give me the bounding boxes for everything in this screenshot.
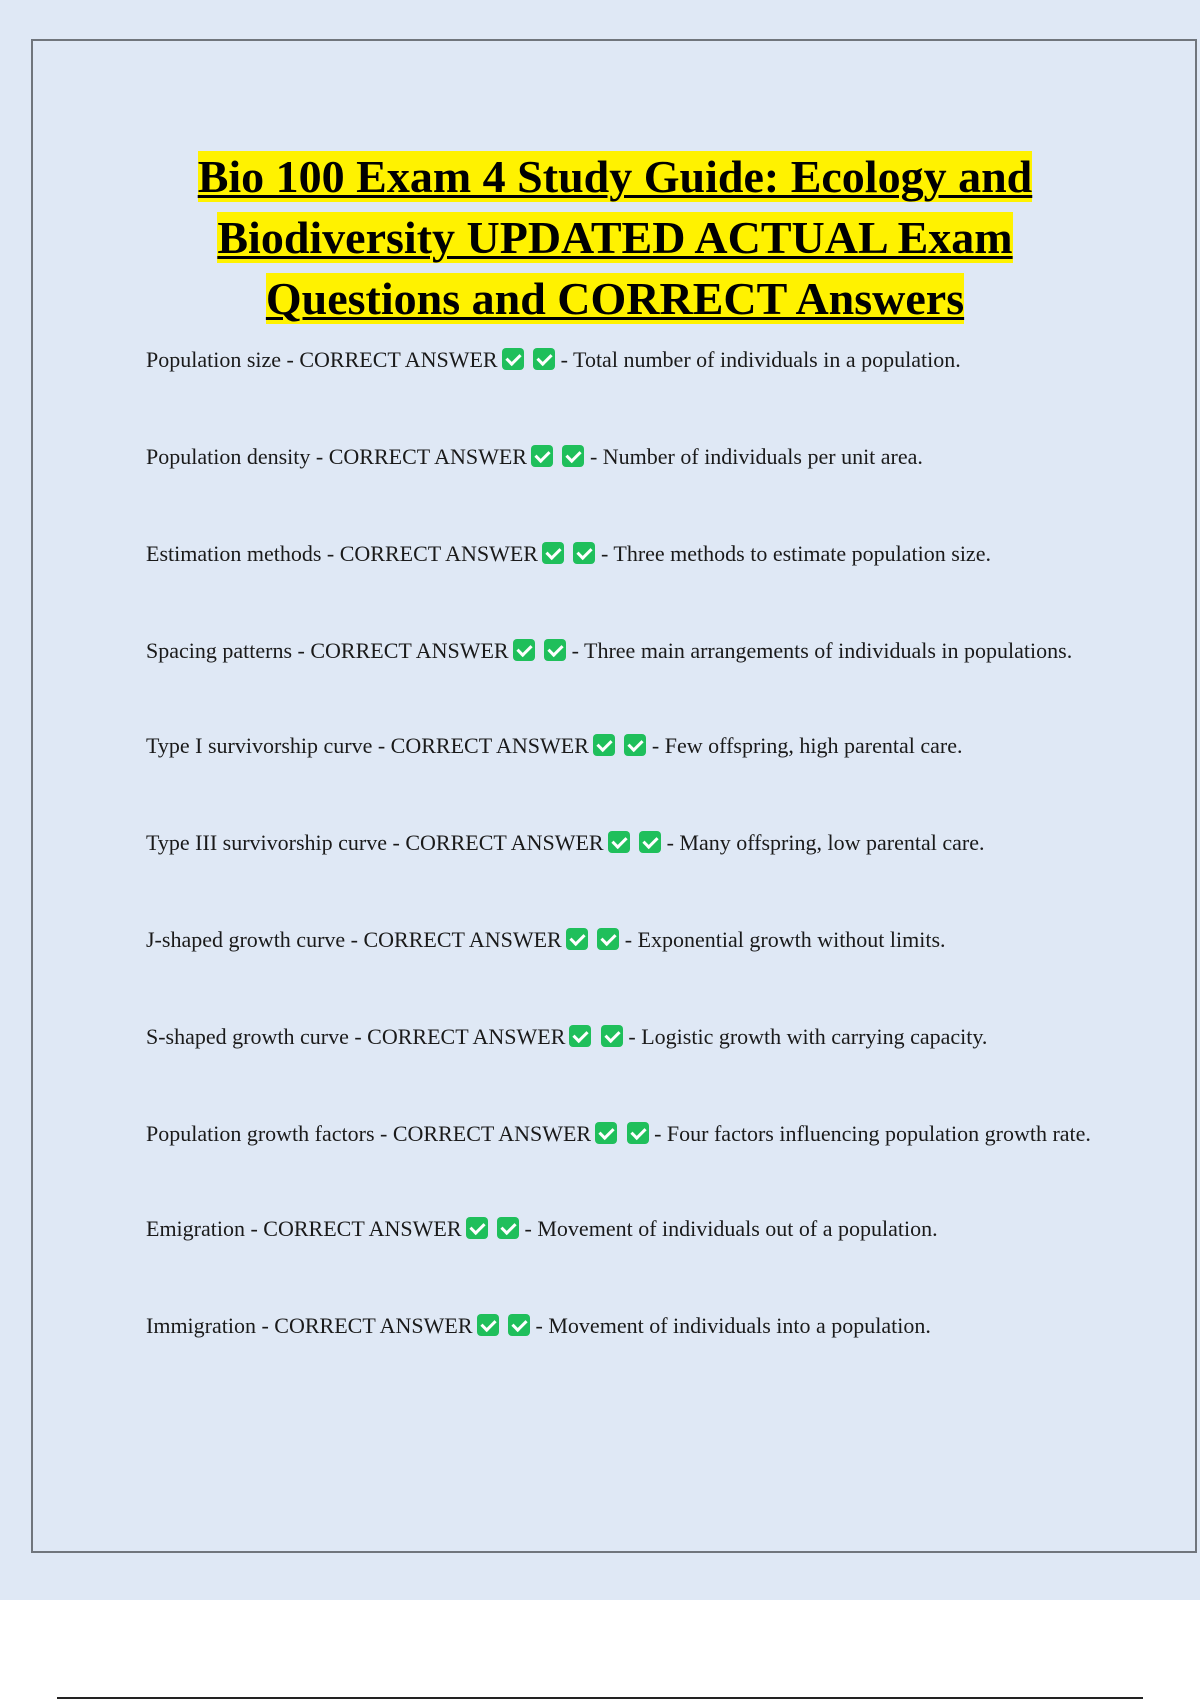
qa-answer-dash: - xyxy=(571,638,585,663)
qa-separator: - CORRECT ANSWER xyxy=(380,1121,592,1146)
check-box-icon xyxy=(466,1217,488,1239)
qa-term: Population size xyxy=(146,347,282,372)
qa-answer-dash: - xyxy=(666,830,680,855)
check-box-icon xyxy=(595,1122,617,1144)
check-box-icon xyxy=(624,734,646,756)
qa-item xyxy=(146,1021,1091,1052)
qa-term: Type III survivorship curve xyxy=(146,830,388,855)
check-box-icon xyxy=(477,1314,499,1336)
check-box-icon xyxy=(508,1314,530,1336)
qa-item xyxy=(146,730,1091,761)
check-box-icon xyxy=(573,542,595,564)
qa-term: Immigration xyxy=(146,1313,256,1338)
qa-answer-dash: - xyxy=(560,347,574,372)
qa-separator: - CORRECT ANSWER xyxy=(354,1024,566,1049)
qa-separator: - CORRECT ANSWER xyxy=(286,347,498,372)
qa-answer: Four factors influencing population growth rate. xyxy=(666,1121,1091,1146)
qa-answer: Many offspring, low parental care. xyxy=(679,830,985,855)
check-box-icon xyxy=(544,639,566,661)
qa-separator: - CORRECT ANSWER xyxy=(315,444,527,469)
qa-item xyxy=(146,441,1091,472)
check-box-icon xyxy=(502,348,524,370)
qa-item xyxy=(146,924,1091,955)
qa-item xyxy=(146,635,1091,666)
qa-term: Estimation methods xyxy=(146,541,322,566)
qa-answer: Three methods to estimate population size. xyxy=(613,541,991,566)
qa-answer-dash: - xyxy=(654,1121,667,1146)
check-box-icon xyxy=(639,831,661,853)
qa-item xyxy=(146,827,1091,858)
title-block xyxy=(120,146,1110,329)
qa-term: Spacing patterns xyxy=(146,638,293,663)
qa-answer: Few offspring, high parental care. xyxy=(664,733,963,758)
qa-separator: - CORRECT ANSWER xyxy=(250,1216,462,1241)
qa-answer: Total number of individuals in a population. xyxy=(573,347,961,372)
bottom-divider xyxy=(57,1697,1143,1699)
qa-term: J-shaped growth curve xyxy=(146,927,346,952)
check-box-icon xyxy=(601,1025,623,1047)
qa-separator: - CORRECT ANSWER xyxy=(392,830,604,855)
qa-answer-dash: - xyxy=(600,541,614,566)
check-box-icon xyxy=(593,734,615,756)
qa-separator: - CORRECT ANSWER xyxy=(377,733,589,758)
qa-item xyxy=(146,1310,1091,1341)
check-box-icon xyxy=(513,639,535,661)
check-box-icon xyxy=(562,445,584,467)
check-box-icon xyxy=(597,928,619,950)
qa-term: S-shaped growth curve xyxy=(146,1024,349,1049)
check-box-icon xyxy=(569,1025,591,1047)
qa-answer-dash: - xyxy=(535,1313,549,1338)
qa-answer-dash: - xyxy=(651,733,665,758)
check-box-icon xyxy=(627,1122,649,1144)
qa-term: Population density xyxy=(146,444,311,469)
qa-answer: Exponential growth without limits. xyxy=(637,927,946,952)
qa-term: Population growth factors xyxy=(146,1121,375,1146)
qa-answer-dash: - xyxy=(624,927,638,952)
qa-term: Type I survivorship curve xyxy=(146,733,373,758)
qa-answer: Movement of individuals into a population. xyxy=(548,1313,931,1338)
qa-separator: - CORRECT ANSWER xyxy=(350,927,562,952)
check-box-icon xyxy=(566,928,588,950)
check-box-icon xyxy=(533,348,555,370)
document-title: Bio 100 Exam 4 Study Guide: Ecology and Biodiversity UPDATED ACTUAL Exam Questions and CORRECT Answers xyxy=(197,151,1033,324)
qa-answer-dash: - xyxy=(524,1216,538,1241)
qa-answer: Movement of individuals out of a population. xyxy=(537,1216,938,1241)
qa-separator: - CORRECT ANSWER xyxy=(297,638,509,663)
qa-answer: Number of individuals per unit area. xyxy=(602,444,923,469)
qa-answer-dash: - xyxy=(628,1024,642,1049)
qa-item xyxy=(146,1118,1091,1149)
qa-item xyxy=(146,538,1091,569)
check-box-icon xyxy=(497,1217,519,1239)
check-box-icon xyxy=(608,831,630,853)
check-box-icon xyxy=(542,542,564,564)
qa-list xyxy=(146,344,1091,1341)
qa-separator: - CORRECT ANSWER xyxy=(261,1313,473,1338)
qa-item xyxy=(146,1213,1091,1244)
qa-separator: - CORRECT ANSWER xyxy=(326,541,538,566)
qa-term: Emigration xyxy=(146,1216,245,1241)
qa-answer-dash: - xyxy=(589,444,603,469)
qa-item xyxy=(146,344,1091,375)
check-box-icon xyxy=(531,445,553,467)
qa-answer: Logistic growth with carrying capacity. xyxy=(641,1024,988,1049)
qa-answer: Three main arrangements of individuals in populations. xyxy=(584,638,1073,663)
